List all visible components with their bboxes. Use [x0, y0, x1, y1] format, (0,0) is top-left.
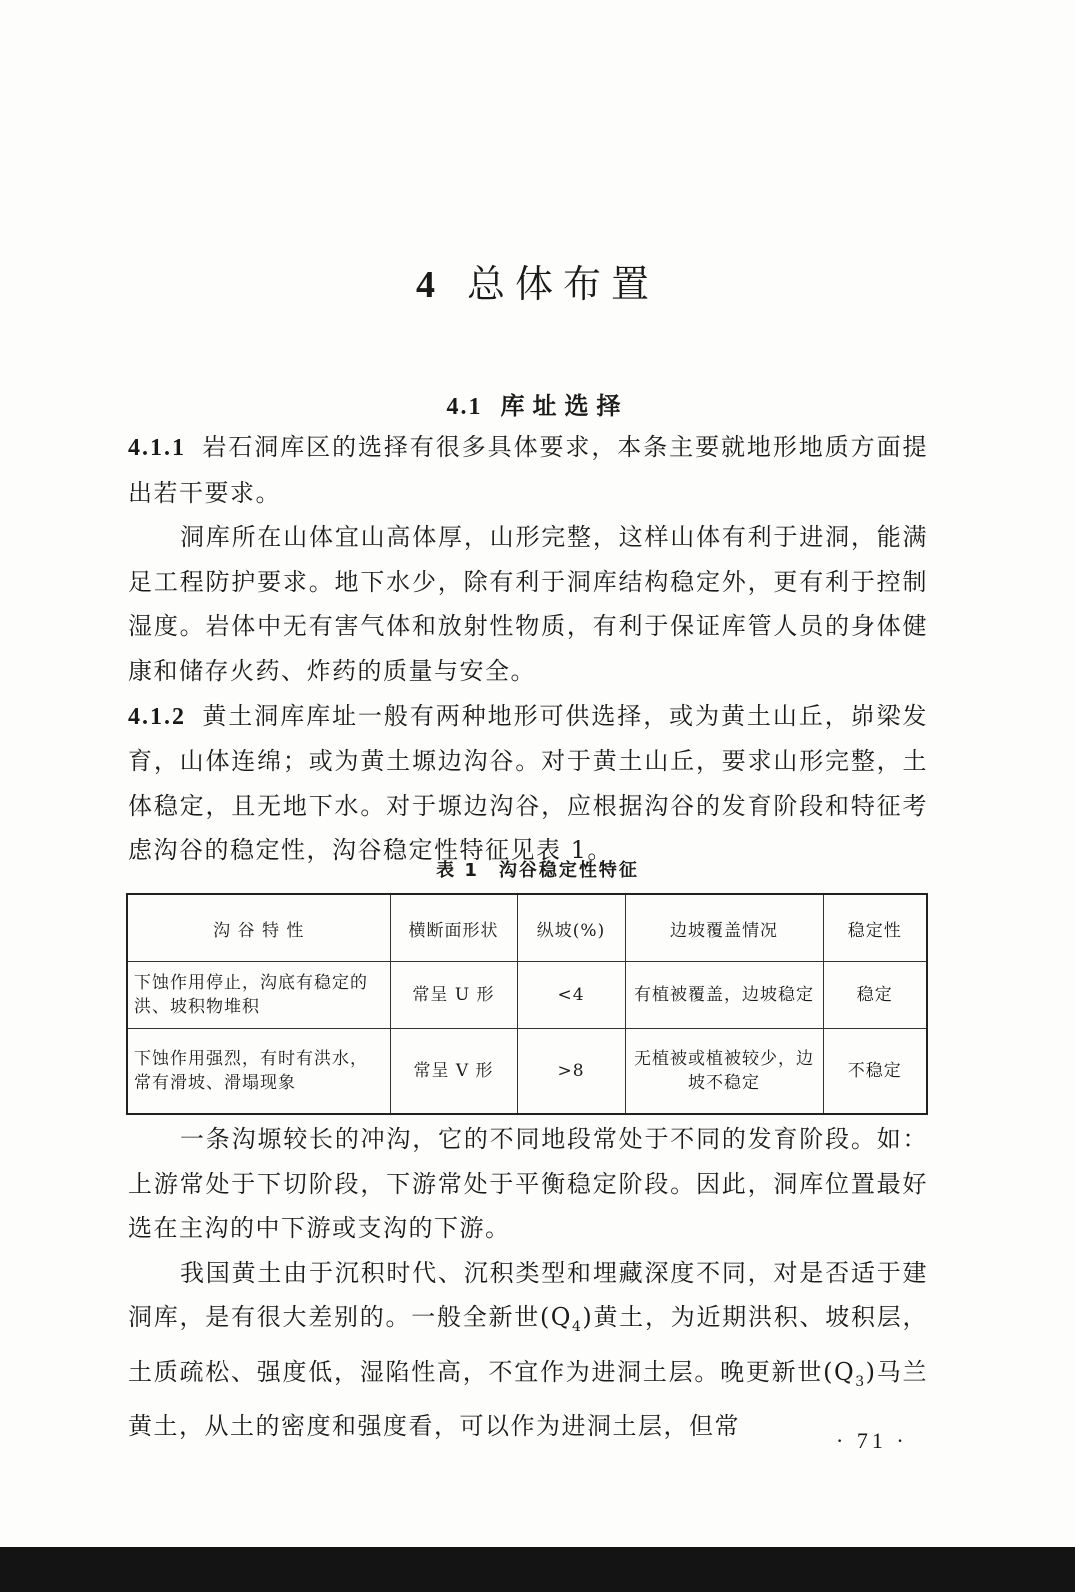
table-cell: 下蚀作用强烈，有时有洪水，常有滑坡、滑塌现象 — [127, 1029, 390, 1115]
subscript: 4 — [572, 1319, 583, 1336]
page-number: · 71 · — [836, 1428, 908, 1453]
subscript: 3 — [855, 1373, 866, 1390]
table-cell: 下蚀作用停止，沟底有稳定的洪、坡积物堆积 — [127, 962, 390, 1029]
table-header-cell: 边坡覆盖情况 — [625, 894, 823, 962]
table-cell: 常呈 U 形 — [390, 962, 517, 1029]
paragraph: 洞库所在山体宜山高体厚，山形完整，这样山体有利于进洞，能满足工程防护要求。地下水少，除有利于洞库结构稳定外，更有利于控制湿度。岩体中无有害气体和放射性物质，有利于保证库管人员的身体健康和储存火药、炸药的质量与安全。 — [128, 523, 928, 685]
section-title: 库址选择 — [500, 391, 629, 420]
table-header-row — [127, 894, 927, 962]
table-row — [127, 1029, 927, 1115]
text-run: )黄土，为近期洪积、坡积层，土质疏松、强度低，湿陷性高，不宜作为进洞土层。晚更新世(Q — [128, 1303, 928, 1386]
scan-edge — [0, 1547, 1075, 1592]
clause-text: 黄土洞库库址一般有两种地形可供选择，或为黄土山丘，峁梁发育，山体连绵；或为黄土塬边沟谷。对于黄土山丘，要求山形完整，土体稳定，且无地下水。对于塬边沟谷，应根据沟谷的发育阶段和特征考虑沟谷的稳定性，沟谷稳定性特征见表 1。 — [128, 701, 928, 865]
table-title: 沟谷稳定性特征 — [498, 860, 639, 881]
text-run: 我国黄土由于沉积时代、沉积类型和埋藏深度不同，对是否适于建洞库，是有很大差别的。一般全新世(Q — [128, 1258, 928, 1332]
chapter-title: 总体布置 — [466, 262, 659, 307]
table-header-cell: 沟 谷 特 性 — [127, 894, 390, 962]
clause-4-1-1 — [128, 425, 928, 515]
chapter-heading — [0, 253, 1075, 308]
table-cell: 不稳定 — [823, 1029, 927, 1115]
table-cell: <4 — [517, 962, 625, 1029]
clause-number: 4.1.1 — [128, 435, 186, 461]
table-header-cell: 横断面形状 — [390, 894, 517, 962]
chapter-number: 4 — [415, 264, 445, 307]
table-cell: 有植被覆盖，边坡稳定 — [625, 962, 823, 1029]
section-number: 4.1 — [446, 393, 483, 420]
clause-4-1-1-block — [128, 425, 928, 873]
table-caption — [0, 856, 1075, 882]
stability-table — [126, 893, 928, 1115]
clause-number: 4.1.2 — [128, 703, 186, 730]
table-cell: >8 — [517, 1029, 625, 1115]
table-header-cell: 稳定性 — [823, 894, 927, 962]
table-label: 表 1 — [436, 860, 479, 881]
after-table-block — [128, 1117, 928, 1449]
text-run: )马兰黄土，从土的密度和强度看，可以作为进洞土层，但常 — [128, 1357, 928, 1441]
table-cell: 稳定 — [823, 962, 927, 1029]
clause-4-1-2 — [128, 694, 928, 873]
table-header-cell: 纵坡(%) — [517, 894, 625, 962]
table-row — [127, 962, 927, 1029]
clause-text: 岩石洞库区的选择有很多具体要求，本条主要就地形地质方面提出若干要求。 — [128, 433, 928, 507]
table-cell: 常呈 V 形 — [390, 1029, 517, 1115]
paragraph — [128, 1251, 928, 1449]
section-heading — [0, 386, 1075, 421]
table-cell: 无植被或植被较少，边坡不稳定 — [625, 1029, 823, 1115]
paragraph: 一条沟塬较长的冲沟，它的不同地段常处于不同的发育阶段。如：上游常处于下切阶段，下游常处于平衡稳定阶段。因此，洞库位置最好选在主沟的中下游或支沟的下游。 — [128, 1125, 928, 1243]
